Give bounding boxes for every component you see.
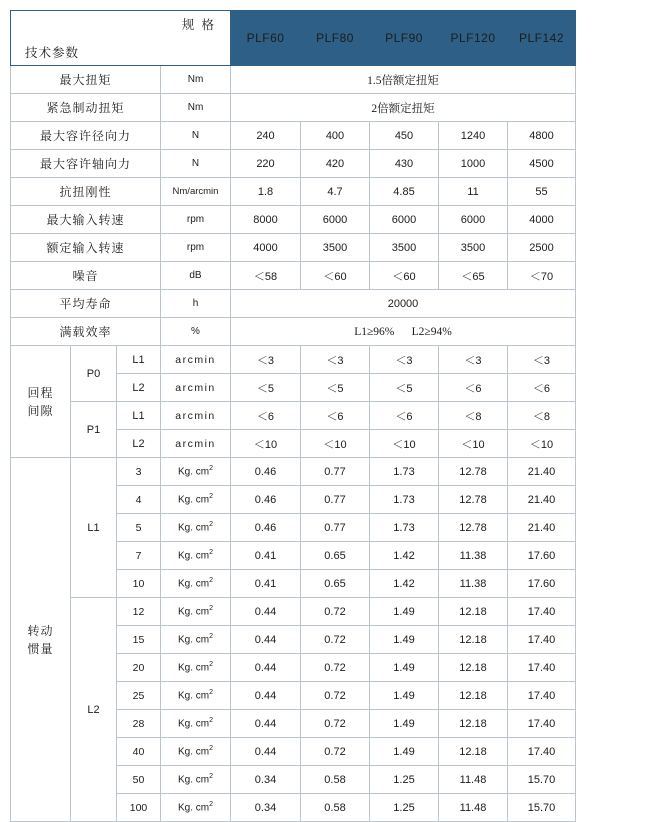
inertia-l2-unit-25: Kg. $cm^2$ [161, 682, 231, 710]
model-header-plf142: PLF142 [508, 11, 576, 66]
cell-inertia-l1-3-plf80: 0.77 [301, 458, 370, 486]
cell-backlash-p1-l1-plf90: ＜6 [370, 402, 439, 430]
cell-backlash-p0-l1-plf60: ＜3 [231, 346, 301, 374]
model-header-plf90: PLF90 [370, 11, 439, 66]
cell-backlash-p1-l1-plf80: ＜6 [301, 402, 370, 430]
table-row [11, 262, 643, 290]
inertia-l1-ratio-5: 5 [117, 514, 161, 542]
model-header-plf120: PLF120 [439, 11, 508, 66]
header-spec-label: 规 格 [181, 18, 216, 32]
cell-inertia-l2-12-plf120: 12.18 [439, 598, 508, 626]
cell-backlash-p1-l2-plf120: ＜10 [439, 430, 508, 458]
cell-inertia-l1-5-plf90: 1.73 [370, 514, 439, 542]
row-unit-max-torque: Nm [161, 66, 231, 94]
cell-torsional-rigidity-plf80: 4.7 [301, 178, 370, 206]
cell-backlash-p0-l2-plf90: ＜5 [370, 374, 439, 402]
cell-rated-input-speed-plf80: 3500 [301, 234, 370, 262]
cell-inertia-l2-20-plf60: 0.44 [231, 654, 301, 682]
cell-inertia-l2-100-plf60: 0.34 [231, 794, 301, 822]
group-label-backlash: 回程 间隙 [11, 346, 71, 458]
cell-inertia-l2-12-plf80: 0.72 [301, 598, 370, 626]
inertia-l2-unit-12: Kg. $cm^2$ [161, 598, 231, 626]
cell-inertia-l2-40-plf142: 17.40 [508, 738, 576, 766]
inertia-l2-ratio-20: 20 [117, 654, 161, 682]
cell-rated-input-speed-plf120: 3500 [439, 234, 508, 262]
row-label-max-axial-force: 最大容许轴向力 [11, 150, 161, 178]
cell-inertia-l2-100-plf120: 11.48 [439, 794, 508, 822]
cell-backlash-p0-l1-plf142: ＜3 [508, 346, 576, 374]
cell-backlash-p0-l2-plf60: ＜5 [231, 374, 301, 402]
cell-backlash-p0-l1-plf80: ＜3 [301, 346, 370, 374]
cell-inertia-l2-25-plf80: 0.72 [301, 682, 370, 710]
cell-inertia-l1-7-plf80: 0.65 [301, 542, 370, 570]
cell-inertia-l2-20-plf120: 12.18 [439, 654, 508, 682]
cell-backlash-p1-l1-plf60: ＜6 [231, 402, 301, 430]
row-label-full-load-efficiency: 满载效率 [11, 318, 161, 346]
table-row [11, 94, 643, 122]
cell-inertia-l1-3-plf90: 1.73 [370, 458, 439, 486]
model-header-plf80: PLF80 [301, 11, 370, 66]
row-unit-torsional-rigidity: Nm/arcmin [161, 178, 231, 206]
cell-backlash-p0-l2-plf142: ＜6 [508, 374, 576, 402]
cell-backlash-p0-l1-plf90: ＜3 [370, 346, 439, 374]
cell-inertia-l1-3-plf60: 0.46 [231, 458, 301, 486]
inertia-l2-ratio-40: 40 [117, 738, 161, 766]
cell-inertia-l2-15-plf120: 12.18 [439, 626, 508, 654]
row-label-noise: 噪音 [11, 262, 161, 290]
cell-inertia-l1-4-plf60: 0.46 [231, 486, 301, 514]
row-value-full-load-efficiency: L1≥96% L2≥94% [231, 318, 576, 346]
table-row [11, 318, 643, 346]
cell-max-axial-force-plf142: 4500 [508, 150, 576, 178]
table-row [11, 178, 643, 206]
cell-inertia-l1-5-plf80: 0.77 [301, 514, 370, 542]
table-row [11, 598, 643, 626]
cell-inertia-l2-20-plf142: 17.40 [508, 654, 576, 682]
row-unit-max-radial-force: N [161, 122, 231, 150]
row-label-rated-input-speed: 额定输入转速 [11, 234, 161, 262]
backlash-p0-l2-level: L2 [117, 374, 161, 402]
cell-inertia-l1-5-plf120: 12.78 [439, 514, 508, 542]
cell-inertia-l2-20-plf80: 0.72 [301, 654, 370, 682]
inertia-stage-l2: L2 [71, 598, 117, 822]
table-row [11, 458, 643, 486]
cell-inertia-l2-50-plf120: 11.48 [439, 766, 508, 794]
inertia-l2-ratio-28: 28 [117, 710, 161, 738]
specification-table [10, 10, 643, 822]
table-row [11, 150, 643, 178]
inertia-l2-unit-28: Kg. $cm^2$ [161, 710, 231, 738]
cell-inertia-l2-25-plf120: 12.18 [439, 682, 508, 710]
row-unit-noise: dB [161, 262, 231, 290]
cell-torsional-rigidity-plf90: 4.85 [370, 178, 439, 206]
cell-inertia-l2-50-plf142: 15.70 [508, 766, 576, 794]
cell-max-radial-force-plf80: 400 [301, 122, 370, 150]
row-unit-full-load-efficiency: % [161, 318, 231, 346]
inertia-l1-ratio-10: 10 [117, 570, 161, 598]
cell-noise-plf80: ＜60 [301, 262, 370, 290]
cell-backlash-p1-l1-plf120: ＜8 [439, 402, 508, 430]
cell-inertia-l1-3-plf142: 21.40 [508, 458, 576, 486]
backlash-p0-l2-unit: arcmin [161, 374, 231, 402]
cell-rated-input-speed-plf60: 4000 [231, 234, 301, 262]
cell-max-input-speed-plf142: 4000 [508, 206, 576, 234]
cell-inertia-l2-12-plf142: 17.40 [508, 598, 576, 626]
inertia-l1-unit-7: Kg. $cm^2$ [161, 542, 231, 570]
cell-inertia-l2-28-plf142: 17.40 [508, 710, 576, 738]
cell-inertia-l1-4-plf120: 12.78 [439, 486, 508, 514]
cell-rated-input-speed-plf90: 3500 [370, 234, 439, 262]
cell-inertia-l1-10-plf60: 0.41 [231, 570, 301, 598]
cell-inertia-l2-40-plf80: 0.72 [301, 738, 370, 766]
row-label-max-input-speed: 最大输入转速 [11, 206, 161, 234]
cell-inertia-l2-15-plf80: 0.72 [301, 626, 370, 654]
row-label-max-radial-force: 最大容许径向力 [11, 122, 161, 150]
cell-torsional-rigidity-plf60: 1.8 [231, 178, 301, 206]
backlash-p1-l2-unit: arcmin [161, 430, 231, 458]
inertia-l1-unit-3: Kg. $cm^2$ [161, 458, 231, 486]
cell-max-radial-force-plf120: 1240 [439, 122, 508, 150]
cell-inertia-l2-50-plf60: 0.34 [231, 766, 301, 794]
inertia-l2-unit-50: Kg. $cm^2$ [161, 766, 231, 794]
cell-inertia-l2-28-plf90: 1.49 [370, 710, 439, 738]
cell-max-input-speed-plf60: 8000 [231, 206, 301, 234]
cell-backlash-p1-l2-plf60: ＜10 [231, 430, 301, 458]
inertia-l1-unit-5: Kg. $cm^2$ [161, 514, 231, 542]
cell-inertia-l1-3-plf120: 12.78 [439, 458, 508, 486]
cell-inertia-l1-5-plf142: 21.40 [508, 514, 576, 542]
cell-inertia-l1-4-plf80: 0.77 [301, 486, 370, 514]
row-unit-max-input-speed: rpm [161, 206, 231, 234]
cell-noise-plf120: ＜65 [439, 262, 508, 290]
cell-inertia-l2-15-plf142: 17.40 [508, 626, 576, 654]
cell-inertia-l1-7-plf120: 11.38 [439, 542, 508, 570]
table-header-row [11, 11, 643, 66]
cell-inertia-l2-100-plf90: 1.25 [370, 794, 439, 822]
row-label-average-life: 平均寿命 [11, 290, 161, 318]
cell-inertia-l1-4-plf90: 1.73 [370, 486, 439, 514]
backlash-stage-p1: P1 [71, 402, 117, 458]
cell-inertia-l1-4-plf142: 21.40 [508, 486, 576, 514]
cell-noise-plf90: ＜60 [370, 262, 439, 290]
cell-inertia-l2-50-plf90: 1.25 [370, 766, 439, 794]
cell-rated-input-speed-plf142: 2500 [508, 234, 576, 262]
cell-max-input-speed-plf120: 6000 [439, 206, 508, 234]
cell-inertia-l1-7-plf60: 0.41 [231, 542, 301, 570]
cell-inertia-l1-7-plf142: 17.60 [508, 542, 576, 570]
cell-inertia-l2-20-plf90: 1.49 [370, 654, 439, 682]
backlash-p0-l1-unit: arcmin [161, 346, 231, 374]
row-unit-max-axial-force: N [161, 150, 231, 178]
backlash-p1-l2-level: L2 [117, 430, 161, 458]
row-value-max-torque: 1.5倍额定扭矩 [231, 66, 576, 94]
cell-inertia-l2-15-plf60: 0.44 [231, 626, 301, 654]
cell-backlash-p1-l2-plf90: ＜10 [370, 430, 439, 458]
cell-inertia-l2-28-plf120: 12.18 [439, 710, 508, 738]
cell-backlash-p1-l2-plf80: ＜10 [301, 430, 370, 458]
table-row [11, 290, 643, 318]
table-row [11, 122, 643, 150]
inertia-l2-unit-20: Kg. $cm^2$ [161, 654, 231, 682]
table-row [11, 206, 643, 234]
cell-inertia-l2-25-plf142: 17.40 [508, 682, 576, 710]
row-unit-average-life: h [161, 290, 231, 318]
cell-backlash-p0-l1-plf120: ＜3 [439, 346, 508, 374]
header-diagonal-cell [11, 11, 231, 66]
cell-max-input-speed-plf80: 6000 [301, 206, 370, 234]
row-label-max-torque: 最大扭矩 [11, 66, 161, 94]
cell-inertia-l2-100-plf80: 0.58 [301, 794, 370, 822]
inertia-l1-unit-4: Kg. $cm^2$ [161, 486, 231, 514]
cell-inertia-l2-15-plf90: 1.49 [370, 626, 439, 654]
row-unit-rated-input-speed: rpm [161, 234, 231, 262]
cell-inertia-l2-12-plf60: 0.44 [231, 598, 301, 626]
group-label-inertia: 转动 惯量 [11, 458, 71, 822]
backlash-stage-p0: P0 [71, 346, 117, 402]
table-row [11, 234, 643, 262]
inertia-l2-ratio-15: 15 [117, 626, 161, 654]
inertia-l2-ratio-12: 12 [117, 598, 161, 626]
cell-inertia-l2-40-plf90: 1.49 [370, 738, 439, 766]
inertia-l2-ratio-25: 25 [117, 682, 161, 710]
row-value-average-life: 20000 [231, 290, 576, 318]
cell-max-axial-force-plf90: 430 [370, 150, 439, 178]
cell-noise-plf60: ＜58 [231, 262, 301, 290]
inertia-l1-unit-10: Kg. $cm^2$ [161, 570, 231, 598]
cell-max-axial-force-plf120: 1000 [439, 150, 508, 178]
inertia-l2-ratio-50: 50 [117, 766, 161, 794]
inertia-l1-ratio-7: 7 [117, 542, 161, 570]
cell-inertia-l2-40-plf60: 0.44 [231, 738, 301, 766]
cell-inertia-l2-12-plf90: 1.49 [370, 598, 439, 626]
header-diagonal-inner [11, 11, 230, 65]
cell-inertia-l1-10-plf142: 17.60 [508, 570, 576, 598]
cell-inertia-l2-100-plf142: 15.70 [508, 794, 576, 822]
cell-max-radial-force-plf60: 240 [231, 122, 301, 150]
header-param-label: 技术参数 [25, 46, 80, 60]
cell-inertia-l1-10-plf90: 1.42 [370, 570, 439, 598]
inertia-l2-unit-15: Kg. $cm^2$ [161, 626, 231, 654]
cell-inertia-l2-50-plf80: 0.58 [301, 766, 370, 794]
table-row [11, 346, 643, 374]
cell-torsional-rigidity-plf120: 11 [439, 178, 508, 206]
inertia-stage-l1: L1 [71, 458, 117, 598]
cell-inertia-l2-25-plf90: 1.49 [370, 682, 439, 710]
cell-max-radial-force-plf142: 4800 [508, 122, 576, 150]
inertia-l1-ratio-3: 3 [117, 458, 161, 486]
table-row [11, 66, 643, 94]
cell-max-axial-force-plf80: 420 [301, 150, 370, 178]
row-value-emergency-brake-torque: 2倍额定扭矩 [231, 94, 576, 122]
cell-backlash-p0-l2-plf120: ＜6 [439, 374, 508, 402]
row-unit-emergency-brake-torque: Nm [161, 94, 231, 122]
cell-inertia-l2-40-plf120: 12.18 [439, 738, 508, 766]
inertia-l1-ratio-4: 4 [117, 486, 161, 514]
table-row [11, 402, 643, 430]
cell-max-input-speed-plf90: 6000 [370, 206, 439, 234]
cell-torsional-rigidity-plf142: 55 [508, 178, 576, 206]
cell-inertia-l2-28-plf80: 0.72 [301, 710, 370, 738]
cell-inertia-l1-7-plf90: 1.42 [370, 542, 439, 570]
backlash-p1-l1-level: L1 [117, 402, 161, 430]
cell-max-radial-force-plf90: 450 [370, 122, 439, 150]
model-header-plf60: PLF60 [231, 11, 301, 66]
cell-inertia-l2-25-plf60: 0.44 [231, 682, 301, 710]
backlash-p1-l1-unit: arcmin [161, 402, 231, 430]
cell-inertia-l2-28-plf60: 0.44 [231, 710, 301, 738]
cell-inertia-l1-5-plf60: 0.46 [231, 514, 301, 542]
cell-backlash-p0-l2-plf80: ＜5 [301, 374, 370, 402]
cell-backlash-p1-l2-plf142: ＜10 [508, 430, 576, 458]
cell-inertia-l1-10-plf120: 11.38 [439, 570, 508, 598]
cell-backlash-p1-l1-plf142: ＜8 [508, 402, 576, 430]
inertia-l2-unit-40: Kg. $cm^2$ [161, 738, 231, 766]
cell-inertia-l1-10-plf80: 0.65 [301, 570, 370, 598]
inertia-l2-unit-100: Kg. $cm^2$ [161, 794, 231, 822]
row-label-emergency-brake-torque: 紧急制动扭矩 [11, 94, 161, 122]
cell-noise-plf142: ＜70 [508, 262, 576, 290]
inertia-l2-ratio-100: 100 [117, 794, 161, 822]
backlash-p0-l1-level: L1 [117, 346, 161, 374]
row-label-torsional-rigidity: 抗扭刚性 [11, 178, 161, 206]
cell-max-axial-force-plf60: 220 [231, 150, 301, 178]
